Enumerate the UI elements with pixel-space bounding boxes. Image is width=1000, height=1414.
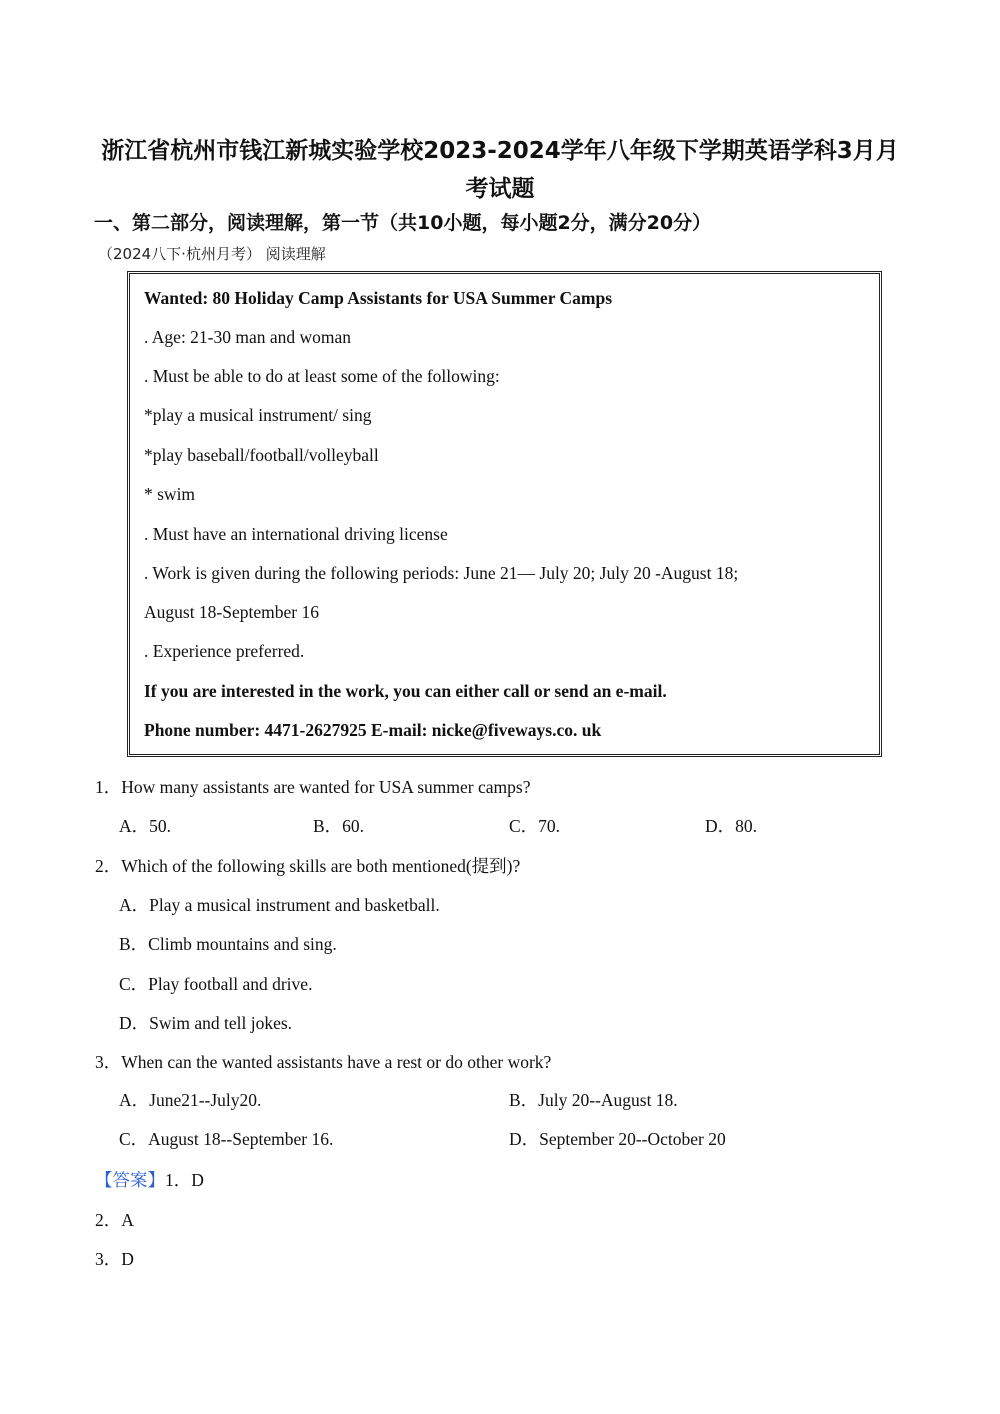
question-3: 3．When can the wanted assistants have a rest or do other work? [95,1052,552,1072]
ad-line-contact-note: If you are interested in the work, you can either call or send an e-mail. [144,681,667,701]
ad-line-experience: . Experience preferred. [144,641,305,661]
answer-1: 1．D [165,1170,204,1190]
q3-option-b: B．July 20--August 18. [509,1090,678,1110]
question-source: （2024八下·杭州月考） 阅读理解 [98,245,326,263]
page-title [90,132,910,208]
question-2: 2．Which of the following skills are both mentioned(提到)? [95,856,521,876]
q3-option-a: A．June21--July20. [119,1090,262,1110]
ad-line-license: . Must have an international driving license [144,524,448,544]
question-1: 1．How many assistants are wanted for USA summer camps? [95,777,531,797]
ad-line-requirements: . Must be able to do at least some of the following: [144,366,500,386]
q2-option-c: C．Play football and drive. [119,974,313,994]
section-heading: 一、第二部分，阅读理解，第一节（共10小题，每小题2分，满分20分） [94,212,712,234]
ad-line-skill-swim: * swim [144,484,196,504]
job-ad-box [127,271,882,757]
answer-2: 2．A [95,1210,134,1230]
ad-line-contact-details: Phone number: 4471-2627925 E-mail: nicke@fiveways.co. uk [144,720,602,740]
ad-line-skill-sports: *play baseball/football/volleyball [144,445,379,465]
q1-option-d: D．80. [705,816,758,836]
q2-option-b: B．Climb mountains and sing. [119,934,337,954]
ad-line-skill-music: *play a musical instrument/ sing [144,405,372,425]
q3-option-c: C．August 18--September 16. [119,1129,334,1149]
page-title-line1: 浙江省杭州市钱江新城实验学校2023-2024学年八年级下学期英语学科3月月 [101,138,899,164]
answer-tag: 【答案】 [95,1170,165,1190]
q2-option-d: D．Swim and tell jokes. [119,1013,293,1033]
ad-line-age: . Age: 21-30 man and woman [144,327,352,347]
page-title-line2: 考试题 [465,176,535,202]
q3-option-d: D．September 20--October 20 [509,1129,726,1149]
q1-option-c: C．70. [509,816,561,836]
ad-line-periods-cont: August 18-September 16 [144,602,319,622]
q1-option-b: B．60. [313,816,365,836]
q1-option-a: A．50. [119,816,172,836]
ad-line-periods: . Work is given during the following periods: June 21— July 20; July 20 -August 18; [144,563,739,583]
answer-key [95,1167,204,1192]
q2-option-a: A．Play a musical instrument and basketball. [119,895,440,915]
answer-3: 3．D [95,1249,134,1269]
ad-headline: Wanted: 80 Holiday Camp Assistants for USA Summer Camps [144,288,613,308]
